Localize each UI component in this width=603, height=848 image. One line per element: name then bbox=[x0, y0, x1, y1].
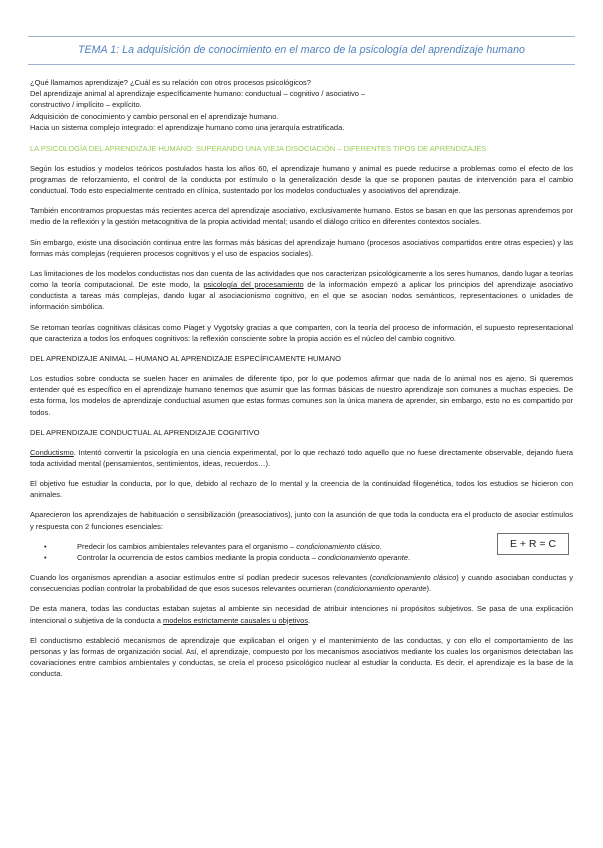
formula-box: E + R = C bbox=[497, 533, 569, 555]
italic-term: condicionamiento clásico bbox=[372, 573, 457, 583]
page-title: TEMA 1: La adquisición de conocimiento en el marco de la psicología del aprendizaje humano bbox=[78, 44, 525, 56]
text-run: De esta manera, todas las conductas estaban sujetas al ambiente sin necesidad de atribuir intenciones ni propósitos subjetivos. Se pasa de una explicación intencional o subjetiva de la conducta a bbox=[30, 604, 573, 625]
text-run: . Intentó convertir la psicología en una ciencia experimental, por lo que rechazó todo aquello que no fuese directamente observable, dejando fuera toda actividad mental (pensamientos, sentimientos, ideas, recuerdos…). bbox=[30, 447, 573, 469]
document-body bbox=[30, 77, 573, 688]
text-run: ). bbox=[426, 584, 432, 594]
intro-line: Hacia un sistema complejo integrado: el aprendizaje humano como una jerarquía estratificada. bbox=[30, 122, 345, 132]
paragraph bbox=[30, 268, 573, 313]
underlined-term: psicología del procesamiento bbox=[203, 280, 304, 289]
paragraph: También encontramos propuestas más recientes acerca del aprendizaje asociativo, exclusivamente humano. Estos se basan en que las personas aprendemos por medio de la reflexión y la gestión metacognitiva de la propia actividad mental; usando el diálogo crítico en diferentes contextos sociales. bbox=[30, 206, 573, 227]
paragraph: Sin embargo, existe una disociación continua entre las formas más básicas del aprendizaje humano (procesos asociativos compartidos entre otras especies) y las formas más complejas (requieren procesos cognitivos y el uso de espacios sociales). bbox=[30, 237, 573, 258]
paragraph: Según los estudios y modelos teóricos postulados hasta los años 60, el aprendizaje humano y animal es puede reducirse a problemas como el efecto de los programas de reforzamiento, el control de la conducta por estímulo o la generalización desde la que se proponen pautas de intervención para el cambio conductual. Todo esto especialmente centrado en clínica, sustentado por los modelos conductuales y asociativos del aprendizaje. bbox=[30, 163, 573, 196]
italic-term: condicionamiento clásico bbox=[296, 541, 380, 551]
underlined-term: Conductismo bbox=[30, 447, 74, 457]
section-heading: DEL APRENDIZAJE CONDUCTUAL AL APRENDIZAJE COGNITIVO bbox=[30, 427, 260, 437]
title-bottom-rule bbox=[28, 64, 575, 65]
title-block bbox=[28, 36, 575, 65]
paragraph: Los estudios sobre conducta se suelen hacer en animales de diferente tipo, por lo que podemos afirmar que nada de lo animal nos es ajeno. Si queremos entender qué es específico en el aprendizaje humano tenemos que asumir que las formas básicas de nuestro aprendizaje son comunes a muchas especies. De esta forma, los modelos de aprendizaje conductual asumen que estas formas comunes son la única manera de aprender, sin embargo, esto no es compartido por todos. bbox=[30, 373, 573, 417]
paragraph: Se retoman teorías cognitivas clásicas como Piaget y Vygotsky gracias a que comparten, con la teoría del proceso de información, el supuesto representacional que caracteriza a todos los enfoques cognitivos: la reflexión consciente sobre la propia acción es el núcleo del cambio cognitivo. bbox=[30, 322, 573, 343]
intro-line: Adquisición de conocimiento y cambio personal en el aprendizaje humano. bbox=[30, 111, 279, 121]
intro-line: Del aprendizaje animal al aprendizaje específicamente humano: conductual – cognitivo / asociativo – bbox=[30, 89, 366, 99]
text-run: . bbox=[308, 615, 311, 625]
intro-line: constructivo / implícito – explícito. bbox=[30, 100, 142, 110]
list-item bbox=[30, 541, 573, 552]
text-run: de la información empezó a aplicar los principios del aprendizaje asociativo conductista a tareas más complejas, dando lugar al asociacionismo cognitivo, en el que se asocian nodos semánticos, representaciones o unidades de información simbólica. bbox=[30, 280, 573, 312]
intro-questions bbox=[30, 77, 573, 133]
paragraph bbox=[30, 603, 573, 625]
paragraph: El conductismo estableció mecanismos de aprendizaje que explicaban el origen y el mantenimiento de las conductas, y con ello el comportamiento de las personas y las formas de organización social. Así, el aprendizaje, compuesto por los mecanismos asociativos mediante los cuales los organismos detectaban las covariaciones entre cambios ambientales y conductas, se creía el proceso psicológico nuclear al estudiar la conducta. Es decir, el aprendizaje es la base de la conducta. bbox=[30, 635, 573, 679]
text-run: Las limitaciones de los modelos conductistas nos dan cuenta de las actividades que nos caracterizan psicológicamente a los seres humanos, dando lugar a teorías como la teoría computacional. De este modo, la bbox=[30, 268, 573, 289]
italic-term: condicionamiento operante bbox=[336, 584, 427, 594]
text-run: ) y cuando asociaban conductas y consecuencias podían controlar la probabilidad de que esos sucesos relevantes ocurrieran ( bbox=[30, 573, 573, 594]
paragraph: El objetivo fue estudiar la conducta, por lo que, debido al rechazo de lo mental y la creencia de la continuidad filogenética, todos los estudios se hicieron con animales. bbox=[30, 479, 573, 500]
bullet-list bbox=[30, 537, 573, 563]
text-run: Cuando los organismos aprendían a asociar estímulos entre sí podían predecir sucesos relevantes ( bbox=[30, 573, 373, 583]
paragraph bbox=[30, 447, 573, 469]
text-run: Controlar la ocurrencia de estos cambios mediante la propia conducta – bbox=[77, 552, 318, 562]
text-run: . bbox=[408, 552, 411, 562]
section-heading: LA PSICOLOGÍA DEL APRENDIZAJE HUMANO: SUPERANDO UNA VIEJA DISOCIACIÓN – DIFERENTES TIPOS DE APRENDIZAJES bbox=[30, 143, 487, 153]
text-run: Predecir los cambios ambientales relevantes para el organismo – bbox=[77, 541, 297, 551]
text-run: . bbox=[379, 541, 382, 551]
list-item bbox=[30, 552, 573, 563]
underlined-term: modelos estrictamente causales u objetivos bbox=[163, 615, 309, 625]
bullet-icon: • bbox=[44, 552, 47, 562]
intro-line: ¿Qué llamamos aprendizaje? ¿Cuál es su relación con otros procesos psicológicos? bbox=[30, 78, 311, 87]
bullet-icon: • bbox=[44, 541, 47, 551]
italic-term: condicionamiento operante bbox=[317, 552, 409, 562]
paragraph bbox=[30, 572, 573, 594]
section-heading: DEL APRENDIZAJE ANIMAL – HUMANO AL APRENDIZAJE ESPECÍFICAMENTE HUMANO bbox=[30, 353, 341, 363]
paragraph: Aparecieron los aprendizajes de habituación o sensibilización (preasociativos), junto con la asunción de que toda la conducta era el producto de asociar estímulos y respuesta con 2 funciones esenciales: bbox=[30, 510, 573, 531]
